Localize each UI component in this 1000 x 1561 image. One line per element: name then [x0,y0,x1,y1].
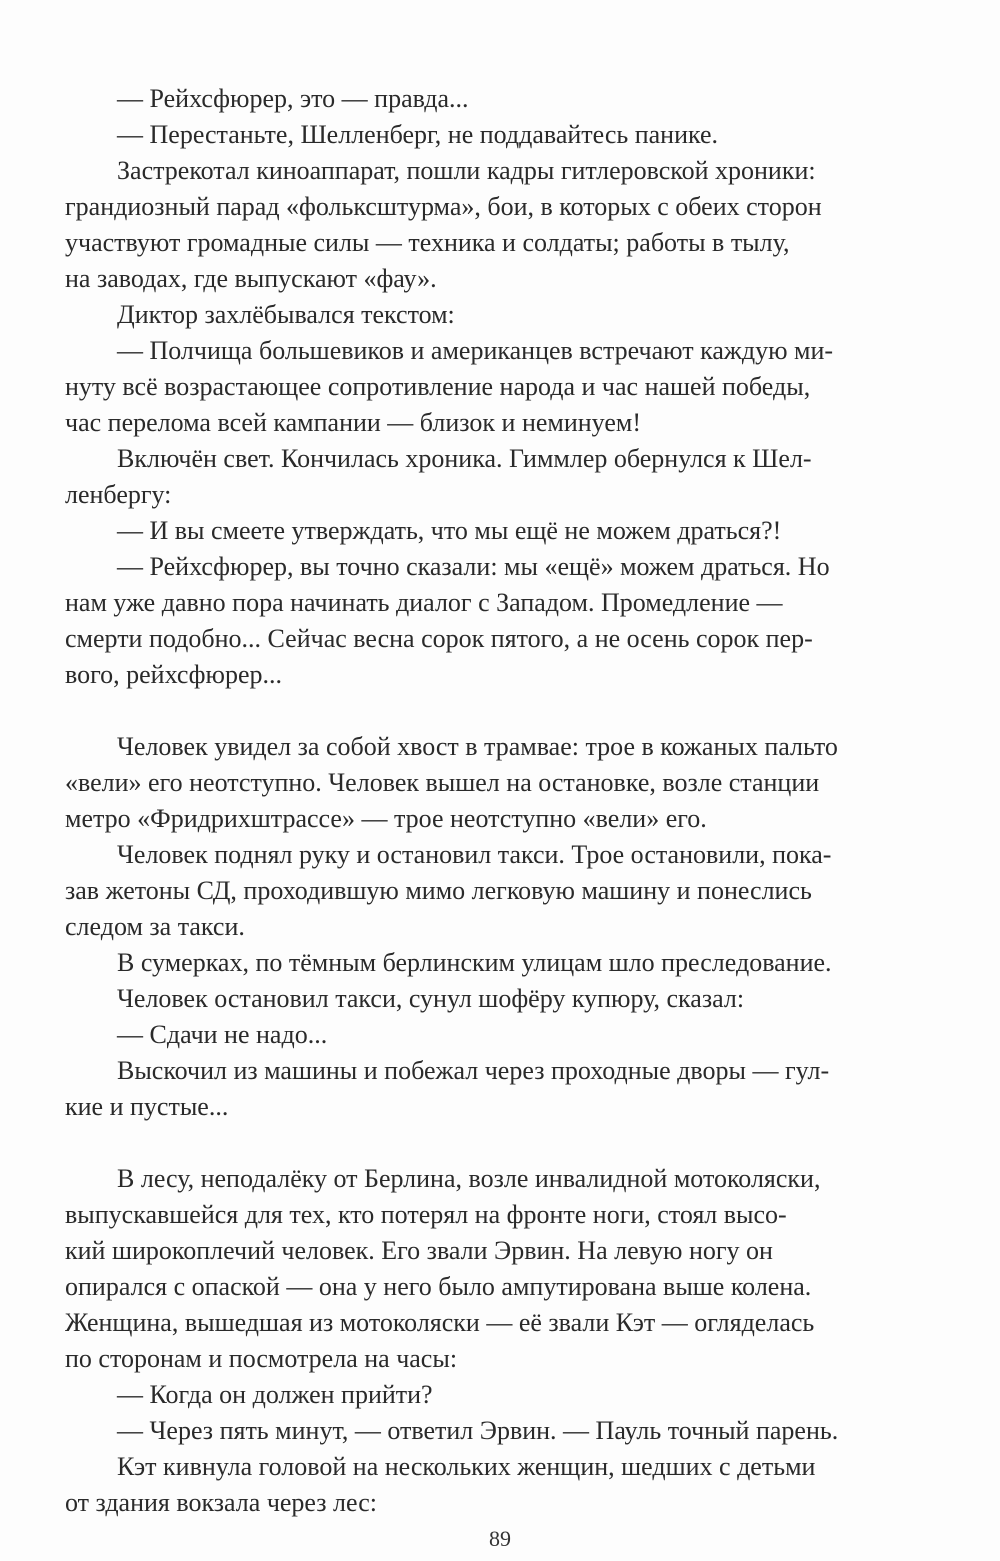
text-line: опирался с опаской — она у него было ампутирована выше колена. [65,1272,812,1301]
text-line: — Рейхсфюрер, это — правда... [117,84,469,113]
text-line: — Сдачи не надо... [117,1020,328,1049]
text-line: зав жетоны СД, проходившую мимо легковую машину и понеслись [65,876,812,905]
text-line: — И вы смеете утверждать, что мы ещё не можем драться?! [117,516,782,545]
text-line: от здания вокзала через лес: [65,1488,377,1517]
text-line: Человек остановил такси, сунул шофёру купюру, сказал: [117,984,745,1013]
text-line: вого, рейхсфюрер... [65,660,282,689]
text-line: ленбергу: [65,480,172,509]
text-line: — Полчища большевиков и американцев встречают каждую ми- [117,336,834,365]
text-line: выпускавшейся для тех, кто потерял на фронте ноги, стоял высо- [65,1200,787,1229]
text-line: Человек поднял руку и остановил такси. Трое остановили, пока- [117,840,832,869]
text-line: — Когда он должен прийти? [117,1380,433,1409]
text-line: нуту всё возрастающее сопротивление народа и час нашей победы, [65,372,811,401]
text-line: Женщина, вышедшая из мотоколяски — её звали Кэт — огляделась [65,1308,815,1337]
text-line: Включён свет. Кончилась хроника. Гиммлер обернулся к Шел- [117,444,812,473]
text-line: по сторонам и посмотрела на часы: [65,1344,458,1373]
text-line: на заводах, где выпускают «фау». [65,264,437,293]
text-line: Выскочил из машины и побежал через проходные дворы — гул- [117,1056,830,1085]
text-line: — Рейхсфюрер, вы точно сказали: мы «ещё» можем драться. Но [117,552,830,581]
text-line: грандиозный парад «фольксштурма», бои, в которых с обеих сторон [65,192,822,221]
text-line: Диктор захлёбывался текстом: [117,300,455,329]
text-line: Человек увидел за собой хвост в трамвае: трое в кожаных пальто [117,732,838,761]
text-line: «вели» его неотступно. Человек вышел на остановке, возле станции [65,768,820,797]
text-line: кий широкоплечий человек. Его звали Эрвин. На левую ногу он [65,1236,773,1265]
text-line: В сумерках, по тёмным берлинским улицам шло преследование. [117,948,832,977]
text-line: В лесу, неподалёку от Берлина, возле инвалидной мотоколяски, [117,1164,821,1193]
text-line: смерти подобно... Сейчас весна сорок пятого, а не осень сорок пер- [65,624,813,653]
text-line: — Через пять минут, — ответил Эрвин. — Пауль точный парень. [117,1416,839,1445]
text-line: Застрекотал киноаппарат, пошли кадры гитлеровской хроники: [117,156,816,185]
text-line: участвуют громадные силы — техника и солдаты; работы в тылу, [65,228,790,257]
text-line: нам уже давно пора начинать диалог с Западом. Промедление — [65,588,783,617]
text-line: следом за такси. [65,912,245,941]
text-line: кие и пустые... [65,1092,229,1121]
text-line: метро «Фридрихштрассе» — трое неотступно «вели» его. [65,804,707,833]
text-line: час перелома всей кампании — близок и неминуем! [65,408,641,437]
page-number: 89 [489,1526,511,1551]
text-line: Кэт кивнула головой на нескольких женщин, шедших с детьми [117,1452,816,1481]
text-line: — Перестаньте, Шелленберг, не поддавайтесь панике. [117,120,719,149]
